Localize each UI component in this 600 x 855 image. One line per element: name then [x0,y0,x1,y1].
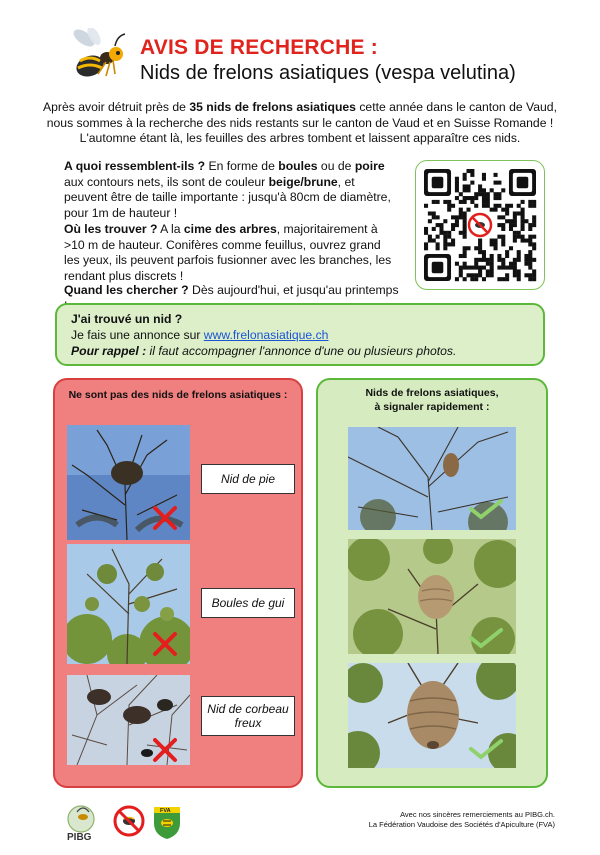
red-cross-icon [151,630,179,663]
footer-credits: Avec nos sincères remerciements au PIBG.ch. La Fédération Vaudoise des Sociétés d'Apiculture (FVA) [368,810,555,829]
label-rook-nest: Nid de corbeau freux [201,696,295,736]
check-mark-icon [468,738,504,765]
red-cross-icon [151,736,179,769]
report-website-link[interactable]: www.frelonasiatique.ch [203,328,329,342]
panel-not-hornet-nests [53,378,303,788]
page-title: AVIS DE RECHERCHE : [140,36,378,59]
panel-hornet-nests [316,378,548,788]
check-mark-icon [468,627,504,654]
panel-not-title: Ne sont pas des nids de frelons asiatiques : [68,389,288,401]
notice-title: J'ai trouvé un nid ? [71,312,183,326]
page-subtitle: Nids de frelons asiatiques (vespa velutina) [140,62,516,84]
svg-text:FVA: FVA [160,808,171,814]
fva-logo [150,801,184,839]
section-when: Quand les chercher ? Dès aujourd'hui, et jusqu'au printemps [64,283,399,297]
check-mark-icon [468,498,504,525]
report-notice-box: J'ai trouvé un nid ? Je fais une annonce sur www.frelonasiatique.ch Pour rappel : il faut accompagner l'annonce d'une ou plusieurs photos. [55,303,545,366]
label-magpie-nest: Nid de pie [201,464,295,494]
panel-yes-title: Nids de frelons asiatiques, à signaler rapidement : [365,387,499,413]
qr-code[interactable] [415,160,545,290]
section-look: A quoi ressemblent-ils ? En forme de boules ou de poire aux contours nets, ils sont de couleur beige/brune, et peuvent être de taille importante : jusqu'à 80cm de diamètre, pour 1m de hauteur ! [64,159,391,220]
red-cross-icon [151,504,179,537]
hornet-illustration [70,28,132,90]
label-mistletoe: Boules de gui [201,588,295,618]
section-where: Où les trouver ? A la cime des arbres, majoritairement à >10 m de hauteur. Conifères comme feuillus, ouvrez grand les yeux, ils peuvent parfois fusionner avec les branches, les rendant plus discrets ! [64,222,392,283]
no-hornet-logo [112,804,146,838]
intro-paragraph: Après avoir détruit près de 35 nids de frelons asiatiques cette année dans le canton de Vaud, nous sommes à la recherche des nids restants sur le canton de Vaud et en Suisse Romande ! L'automne étant là, les feuilles des arbres tombent et laissent apparaître ces nids. [43,100,557,145]
pibg-logo [63,802,105,842]
svg-text:PIBG: PIBG [67,832,92,842]
